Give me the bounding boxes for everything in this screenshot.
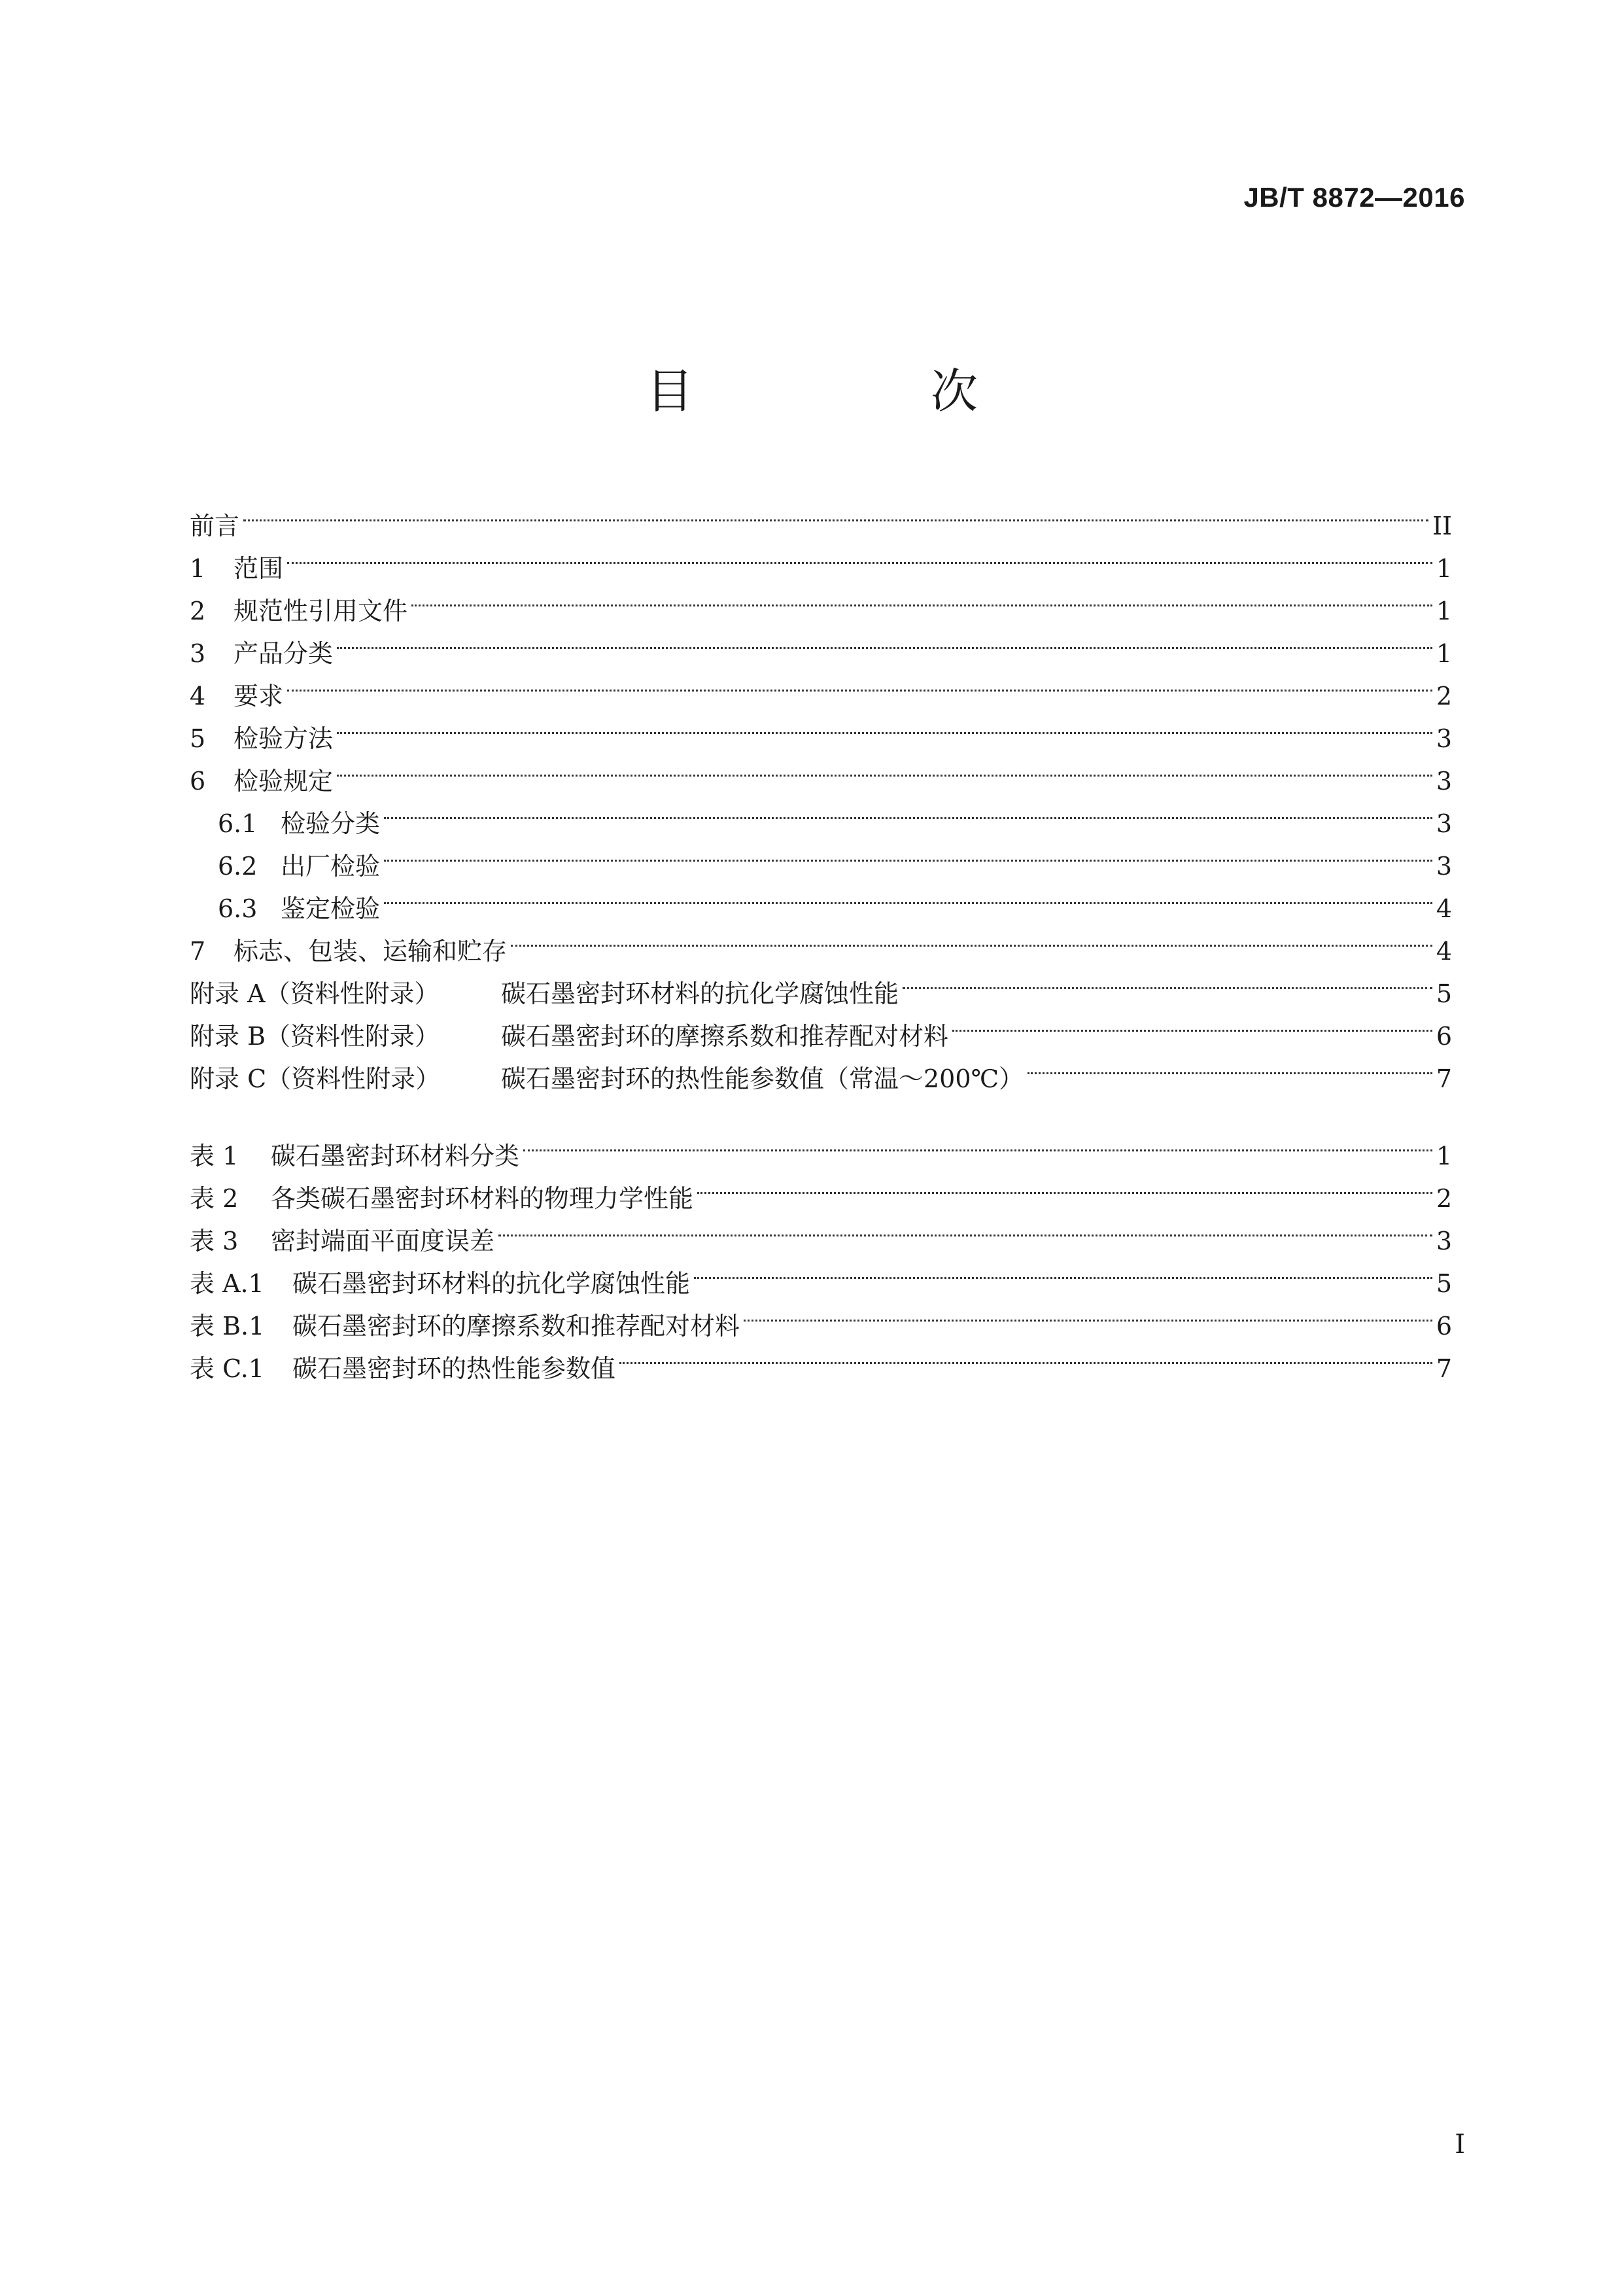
dot-leader <box>498 1207 1432 1250</box>
standard-number: JB/T 8872—2016 <box>1243 182 1465 213</box>
toc-entry-4[interactable] <box>190 662 1452 710</box>
toc-entry-page: 7 <box>1436 1064 1452 1093</box>
toc-entry-number: 附录 A（资料性附录） <box>190 979 440 1008</box>
toc-entry-3[interactable] <box>190 620 1452 668</box>
toc-entry-5[interactable] <box>190 705 1452 753</box>
toc-entry-number: 4 <box>190 682 206 710</box>
toc-entry-6[interactable] <box>190 747 1452 796</box>
dot-leader <box>287 534 1432 577</box>
toc-entry-number: 2 <box>190 597 206 625</box>
toc-entry-title: 前言 <box>190 512 240 540</box>
dot-leader <box>511 917 1432 960</box>
toc-entry-title: 检验规定 <box>233 767 334 796</box>
toc-entry-number: 表 B.1 <box>190 1312 265 1340</box>
toc-entry-page: 5 <box>1436 1269 1452 1298</box>
toc-entry-page: 1 <box>1436 597 1452 625</box>
page-title: 目 次 <box>646 364 1089 419</box>
toc-entry-page: 5 <box>1436 979 1452 1008</box>
toc-entry-title: 检验分类 <box>281 809 381 838</box>
toc-entry-page: 3 <box>1436 724 1452 753</box>
toc-entry-title: 产品分类 <box>233 639 334 668</box>
toc-entry-number: 表 3 <box>190 1227 239 1255</box>
toc-entry-number: 1 <box>190 554 206 583</box>
toc-entry-number: 7 <box>190 937 206 966</box>
toc-entry-number: 附录 B（资料性附录） <box>190 1022 440 1051</box>
toc-entry-title: 碳石墨密封环材料分类 <box>271 1142 520 1170</box>
dot-leader <box>337 705 1432 747</box>
toc-entry-number: 5 <box>190 724 206 753</box>
toc-entry-title: 鉴定检验 <box>281 894 381 923</box>
toc-entry-page: II <box>1432 512 1452 540</box>
toc-entry-page: 3 <box>1436 852 1452 881</box>
toc-entry-foreword[interactable] <box>190 492 1452 540</box>
toc-entry-number: 表 1 <box>190 1142 239 1170</box>
toc-entry-page: 1 <box>1436 639 1452 668</box>
toc-entry-number: 6.1 <box>218 809 258 838</box>
toc-entry-page: 6 <box>1436 1022 1452 1051</box>
toc-entry-number: 附录 C（资料性附录） <box>190 1064 441 1093</box>
toc-entry-page: 1 <box>1436 554 1452 583</box>
toc-entry-1[interactable] <box>190 534 1452 583</box>
toc-entry-title: 规范性引用文件 <box>233 597 408 625</box>
toc-entry-number: 表 2 <box>190 1184 239 1213</box>
toc-entry-page: 2 <box>1436 1184 1452 1213</box>
dot-leader <box>384 875 1432 917</box>
toc-entry-title: 密封端面平面度误差 <box>271 1227 495 1255</box>
dot-leader <box>744 1292 1432 1335</box>
dot-leader <box>903 960 1432 1002</box>
toc-entry-title: 检验方法 <box>233 724 334 753</box>
dot-leader <box>384 790 1432 832</box>
toc-entry-number: 6.2 <box>218 852 258 881</box>
toc-table-1[interactable] <box>190 1122 1452 1170</box>
toc-entry-number: 3 <box>190 639 206 668</box>
toc-entry-title: 碳石墨密封环材料的抗化学腐蚀性能 <box>292 1269 691 1298</box>
toc-tables <box>190 1122 1452 1383</box>
toc-entry-number: 6.3 <box>218 894 258 923</box>
dot-leader <box>384 832 1432 875</box>
toc-entry-2[interactable] <box>190 577 1452 625</box>
toc-entry-page: 7 <box>1436 1354 1452 1383</box>
dot-leader <box>697 1165 1432 1207</box>
dot-leader <box>337 620 1432 662</box>
toc-entry-page: 6 <box>1436 1312 1452 1340</box>
page-number: I <box>1455 2129 1465 2160</box>
toc-entry-page: 3 <box>1436 809 1452 838</box>
toc-entry-title: 碳石墨密封环的热性能参数值 <box>292 1354 616 1383</box>
toc-entry-page: 4 <box>1436 894 1452 923</box>
toc-entry-number: 表 C.1 <box>190 1354 265 1383</box>
toc-entry-number: 6 <box>190 767 206 796</box>
dot-leader <box>952 1002 1432 1045</box>
dot-leader <box>411 577 1432 620</box>
toc-entry-title: 范围 <box>233 554 284 583</box>
dot-leader <box>1028 1045 1432 1087</box>
toc-entry-page: 3 <box>1436 767 1452 796</box>
toc-entry-page: 4 <box>1436 937 1452 966</box>
toc-entry-title: 碳石墨密封环的摩擦系数和推荐配对材料 <box>292 1312 740 1340</box>
toc-entry-6-1[interactable] <box>190 790 1452 838</box>
toc-entry-title: 出厂检验 <box>281 852 381 881</box>
dot-leader <box>243 492 1428 534</box>
toc-entry-title: 碳石墨密封环的摩擦系数和推荐配对材料 <box>501 1022 949 1051</box>
toc-entry-number: 表 A.1 <box>190 1269 264 1298</box>
toc-entry-page: 3 <box>1436 1227 1452 1255</box>
toc-entry-page: 2 <box>1436 682 1452 710</box>
toc-entry-page: 1 <box>1436 1142 1452 1170</box>
dot-leader <box>523 1122 1432 1165</box>
toc-entry-title: 碳石墨密封环材料的抗化学腐蚀性能 <box>501 979 899 1008</box>
dot-leader <box>287 662 1432 705</box>
dot-leader <box>619 1335 1432 1377</box>
dot-leader <box>337 747 1432 790</box>
toc-entry-title: 要求 <box>233 682 284 710</box>
dot-leader <box>694 1250 1432 1292</box>
toc-sections <box>190 492 1452 1093</box>
toc-entry-title: 各类碳石墨密封环材料的物理力学性能 <box>271 1184 694 1213</box>
toc-entry-title: 碳石墨密封环的热性能参数值（常温～200℃） <box>501 1064 1024 1093</box>
toc-entry-title: 标志、包装、运输和贮存 <box>233 937 508 966</box>
